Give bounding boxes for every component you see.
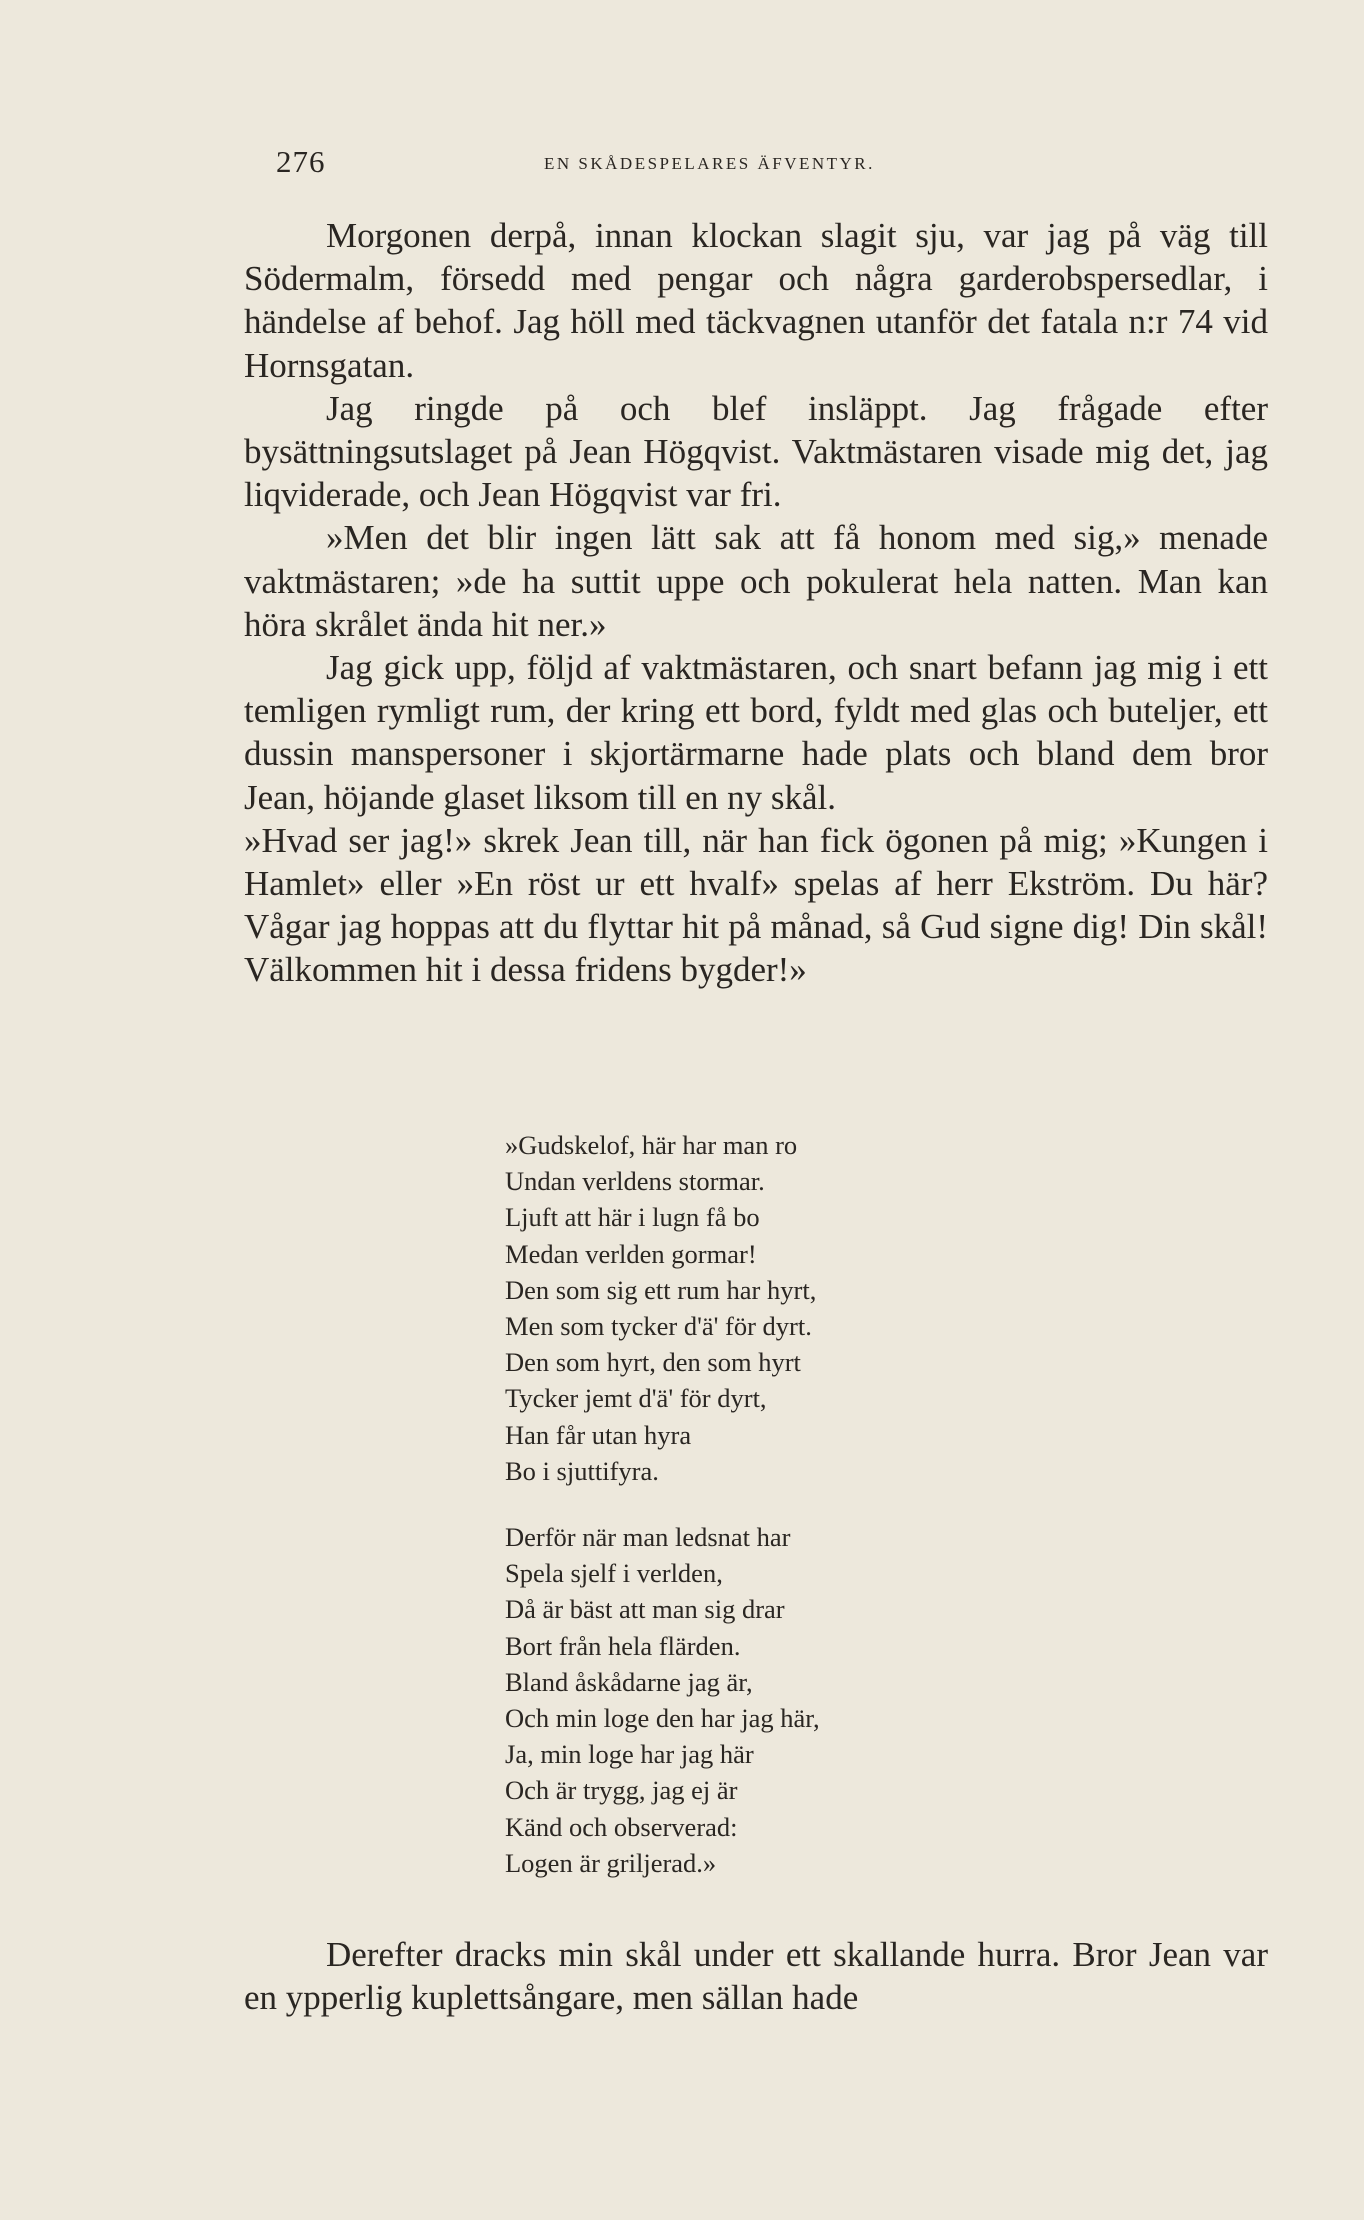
verse-line: Och min loge den har jag här, — [505, 1703, 820, 1734]
verse-line: Han får utan hyra — [505, 1419, 692, 1450]
paragraph: Jag gick upp, följd af vaktmästaren, och snart befann jag mig i ett temligen rymligt rum, der kring ett bord, fyldt med glas och buteljer, ett dussin manspersoner i skjortärmarne hade plats och bland dem bror Jean, höjande glaset liksom till en ny skål. — [244, 648, 1268, 817]
page-number: 276 — [276, 144, 326, 179]
stanza-1 — [505, 1127, 820, 1489]
verse-line: Bo i sjuttifyra. — [505, 1455, 659, 1486]
running-head — [276, 144, 966, 184]
verse-line: Känd och observerad: — [505, 1811, 738, 1842]
verse-line: Logen är griljerad.» — [505, 1847, 717, 1878]
paragraph: »Hvad ser jag!» skrek Jean till, när han fick ögonen på mig; »Kungen i Hamlet» eller »En röst ur ett hvalf» spelas af herr Ekström. Du här? Vågar jag hoppas att du flyttar hit på månad, så Gud signe dig! Din skål! Välkommen hit i dessa fridens bygder!» — [244, 820, 1268, 990]
paragraph: Morgonen derpå, innan klockan slagit sju, var jag på väg till Södermalm, försedd med pengar och några garderobspersedlar, i händelse af behof. Jag höll med täckvagnen utanför det fatala n:r 74 vid Hornsgatan. — [244, 216, 1268, 385]
closing-text — [244, 1933, 1268, 2019]
verse-line: Medan verlden gormar! — [505, 1238, 757, 1269]
body-text — [244, 214, 1268, 992]
verse-line: Undan verldens stormar. — [505, 1166, 765, 1197]
verse-line: Den som sig ett rum har hyrt, — [505, 1274, 817, 1305]
verse-line: »Gudskelof, här har man ro — [505, 1130, 798, 1160]
verse-line: Den som hyrt, den som hyrt — [505, 1347, 801, 1378]
paragraph: Derefter dracks min skål under ett skallande hurra. Bror Jean var en ypperlig kuplettsångare, men sällan hade — [244, 1935, 1268, 2018]
verse-line: Bort från hela flärden. — [505, 1630, 741, 1661]
verse-line: Derför när man ledsnat har — [505, 1522, 791, 1553]
verse-line: Spela sjelf i verlden, — [505, 1558, 723, 1589]
verse-line: Ljuft att här i lugn få bo — [505, 1202, 760, 1233]
running-title: EN SKÅDESPELARES ÄFVENTYR. — [544, 154, 875, 173]
song-verse — [505, 1127, 820, 1911]
verse-line: Tycker jemt d'ä' för dyrt, — [505, 1383, 767, 1414]
paragraph: Jag ringde på och blef insläppt. Jag frågade efter bysättningsutslaget på Jean Högqvist. Vaktmästaren visade mig det, jag liqviderade, och Jean Högqvist var fri. — [244, 388, 1268, 515]
verse-line: Ja, min loge har jag här — [505, 1739, 754, 1770]
verse-line: Och är trygg, jag ej är — [505, 1775, 738, 1806]
verse-line: Bland åskådarne jag är, — [505, 1666, 753, 1697]
verse-line: Då är bäst att man sig drar — [505, 1594, 785, 1625]
paragraph: »Men det blir ingen lätt sak att få honom med sig,» menade vaktmästaren; »de ha suttit uppe och pokulerat hela natten. Man kan höra skrålet ända hit ner.» — [244, 518, 1268, 644]
verse-line: Men som tycker d'ä' för dyrt. — [505, 1311, 812, 1342]
stanza-2 — [505, 1519, 820, 1881]
